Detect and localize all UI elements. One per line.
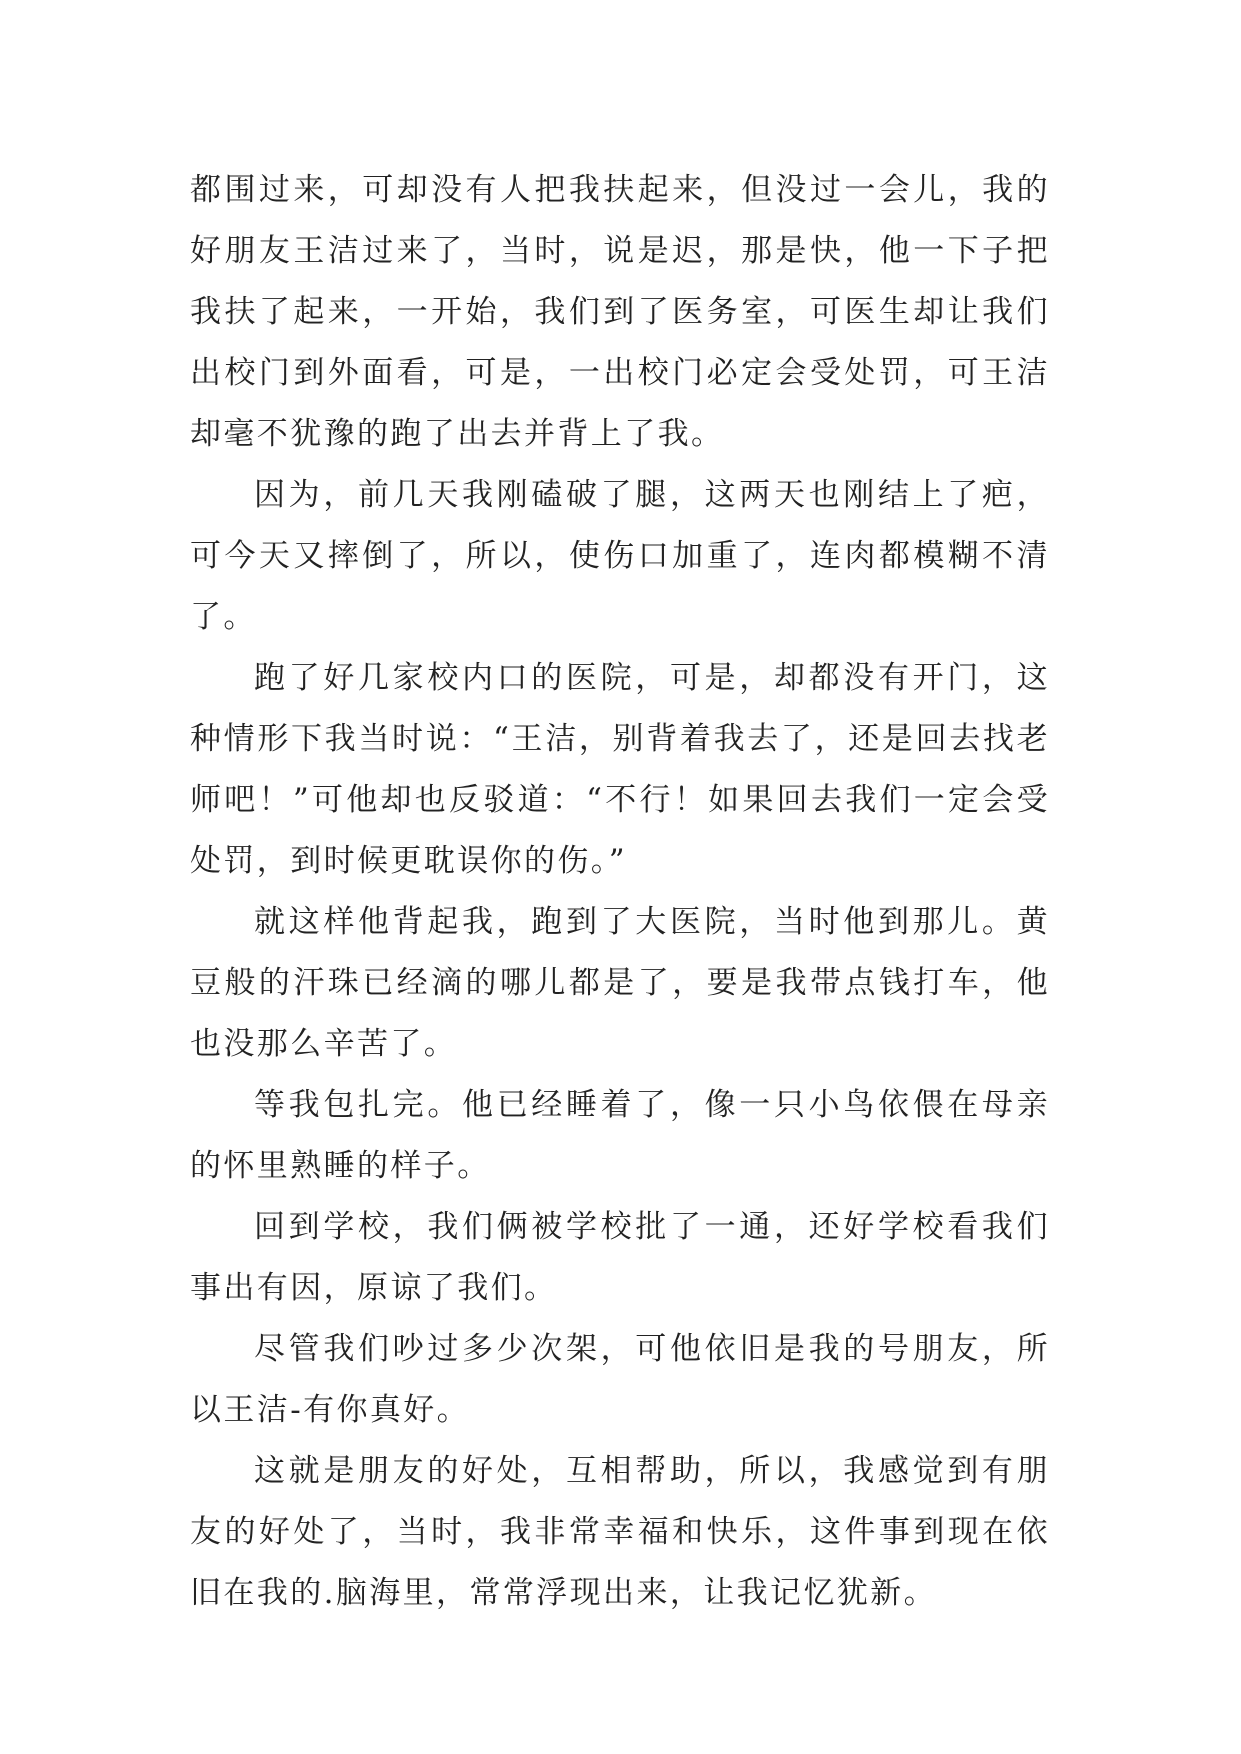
paragraph-8: 这就是朋友的好处，互相帮助，所以，我感觉到有朋友的好处了，当时，我非常幸福和快乐，这件事到现在依旧在我的.脑海里，常常浮现出来，让我记忆犹新。 <box>190 1453 1050 1611</box>
paragraph-2: 因为，前几天我刚磕破了腿，这两天也刚结上了疤，可今天又摔倒了，所以，使伤口加重了，连肉都模糊不清了。 <box>190 477 1050 635</box>
body-text <box>190 160 1050 1624</box>
paragraph-7: 尽管我们吵过多少次架，可他依旧是我的号朋友，所以王洁-有你真好。 <box>190 1331 1050 1428</box>
paragraph-3: 跑了好几家校内口的医院，可是，却都没有开门，这种情形下我当时说：“王洁，别背着我去了，还是回去找老师吧！”可他却也反驳道：“不行！如果回去我们一定会受处罚，到时候更耽误你的伤。” <box>190 660 1050 879</box>
paragraph-6: 回到学校，我们俩被学校批了一通，还好学校看我们事出有因，原谅了我们。 <box>190 1209 1050 1306</box>
paragraph-5: 等我包扎完。他已经睡着了，像一只小鸟依偎在母亲的怀里熟睡的样子。 <box>190 1087 1050 1184</box>
paragraph-4: 就这样他背起我，跑到了大医院，当时他到那儿。黄豆般的汗珠已经滴的哪儿都是了，要是我带点钱打车，他也没那么辛苦了。 <box>190 904 1050 1062</box>
paragraph-1: 都围过来，可却没有人把我扶起来，但没过一会儿，我的好朋友王洁过来了，当时，说是迟，那是快，他一下子把我扶了起来，一开始，我们到了医务室，可医生却让我们出校门到外面看，可是，一出校门必定会受处罚，可王洁却毫不犹豫的跑了出去并背上了我。 <box>190 172 1050 452</box>
